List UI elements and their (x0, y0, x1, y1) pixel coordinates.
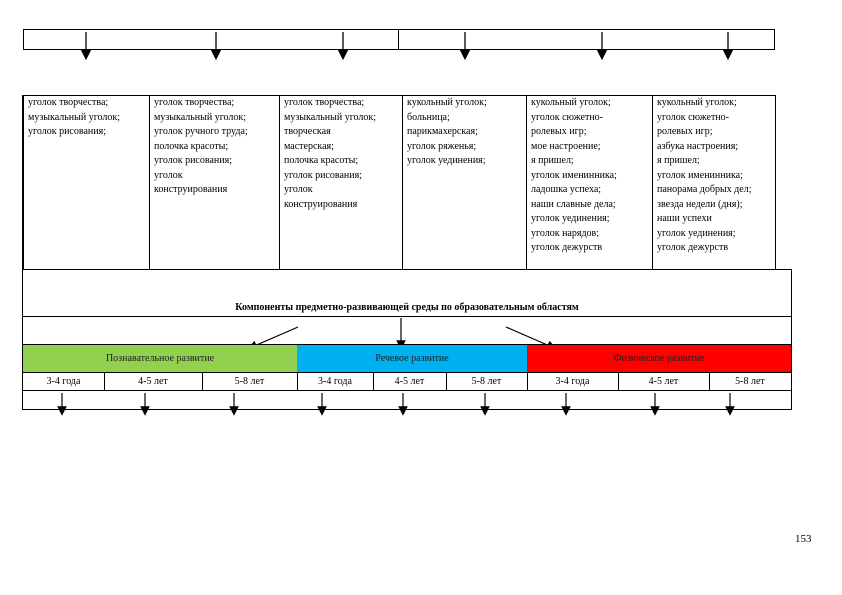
age-divider (446, 373, 447, 390)
area-label: Речевое развитие (375, 353, 449, 364)
corner-item: конструирования (154, 184, 228, 195)
corner-item: уголок ручного труда; (154, 126, 248, 137)
corner-item: кукольный уголок; (407, 97, 487, 108)
corner-item: уголок дежурств (531, 242, 603, 253)
corner-item: полочка красоты; (154, 140, 229, 152)
corner-item: уголок (154, 169, 183, 181)
age-divider (527, 373, 528, 390)
corner-item: ролевых игр; (657, 126, 713, 137)
age-cell: 5-8 лет (234, 376, 265, 387)
section-caption: Компоненты предметно-развивающей среды по образовательным областям (235, 302, 579, 313)
corner-item: уголок (284, 184, 313, 195)
corner-item: я пришел; (657, 155, 700, 166)
age-cell: 5-8 лет (735, 376, 765, 387)
corner-item: уголок уединения; (531, 213, 610, 224)
age-cell: 5-8 лет (471, 376, 502, 387)
corner-item: звезда недели (дня); (657, 198, 743, 210)
corner-item: мое настроение; (531, 140, 601, 152)
corner-item: панорама добрых дел; (657, 184, 752, 195)
corner-item: уголок рисования; (284, 169, 362, 181)
corner-item: наши славные дела; (531, 198, 616, 210)
corner-item: я пришел; (531, 155, 574, 166)
age-divider (297, 373, 298, 390)
corner-item: больница; (407, 111, 450, 123)
corner-item: наши успехи (657, 213, 712, 224)
area-speech (297, 345, 527, 372)
corner-item: уголок сюжетно- (657, 111, 729, 123)
corner-item: уголок дежурств (657, 242, 729, 253)
corner-item: музыкальный уголок; (154, 111, 247, 123)
area-label: Познавательное развитие (105, 353, 215, 364)
age-cell: 3-4 года (46, 376, 81, 387)
age-cell: 3-4 года (555, 376, 590, 387)
age-cell: 3-4 года (318, 376, 352, 387)
corner-item: уголок уединения; (407, 155, 486, 166)
lower-frame-top-border (22, 269, 792, 270)
corner-item: уголок рисования; (154, 155, 232, 166)
corner-item: уголок уединения; (657, 227, 736, 239)
corner-item: уголок сюжетно- (531, 111, 603, 123)
corner-item: уголок именинника; (531, 169, 617, 181)
area-cognitive (23, 345, 297, 372)
ages-bottom-border (22, 390, 792, 391)
age-cell: 4-5 лет (394, 376, 425, 387)
corner-item: конструирования (284, 198, 358, 210)
table-bottom-border (22, 409, 792, 410)
age-cell: 4-5 лет (138, 376, 168, 387)
corner-item: парикмахерская; (407, 126, 478, 137)
age-divider (104, 373, 105, 390)
corner-item: уголок рисования; (28, 126, 106, 137)
corner-item: азбука настроения; (657, 140, 739, 152)
corners-cell-6 (652, 95, 776, 269)
corner-item: уголок творчества; (154, 97, 235, 108)
corners-cell-3 (279, 95, 402, 269)
corner-item: полочка красоты; (284, 155, 359, 166)
corner-item: музыкальный уголок; (284, 111, 377, 123)
age-cell: 4-5 лет (648, 376, 679, 387)
top-row-arrows (86, 32, 728, 55)
corners-cell-1 (23, 95, 149, 269)
corner-item: кукольный уголок; (531, 97, 611, 108)
corner-item: музыкальный уголок; (28, 111, 121, 123)
corners-cell-5 (526, 95, 652, 269)
age-divider (373, 373, 374, 390)
corner-item: ролевых игр; (531, 126, 587, 137)
corner-item: уголок ряженья; (407, 140, 477, 152)
corner-item: кукольный уголок; (657, 97, 737, 108)
corner-item: ладошка успеха; (531, 184, 602, 195)
corner-item: уголок нарядов; (531, 227, 600, 239)
corners-cell-4 (402, 95, 526, 269)
area-physical (527, 345, 791, 372)
age-divider (618, 373, 619, 390)
caption-arrows (252, 318, 552, 347)
corner-item: уголок творчества; (284, 97, 365, 108)
corner-item: мастерская; (284, 140, 334, 152)
corner-item: уголок творчества; (28, 97, 109, 108)
corner-item: уголок именинника; (657, 169, 743, 181)
corners-cell-2 (149, 95, 279, 269)
caption-row-divider (22, 316, 792, 317)
age-divider (709, 373, 710, 390)
page-number: 153 (795, 533, 812, 545)
areas-top-border (22, 344, 792, 345)
age-divider (202, 373, 203, 390)
area-label: Физическое развитие (613, 353, 705, 364)
corner-item: творческая (284, 126, 331, 137)
lower-frame-right-border (791, 269, 792, 410)
